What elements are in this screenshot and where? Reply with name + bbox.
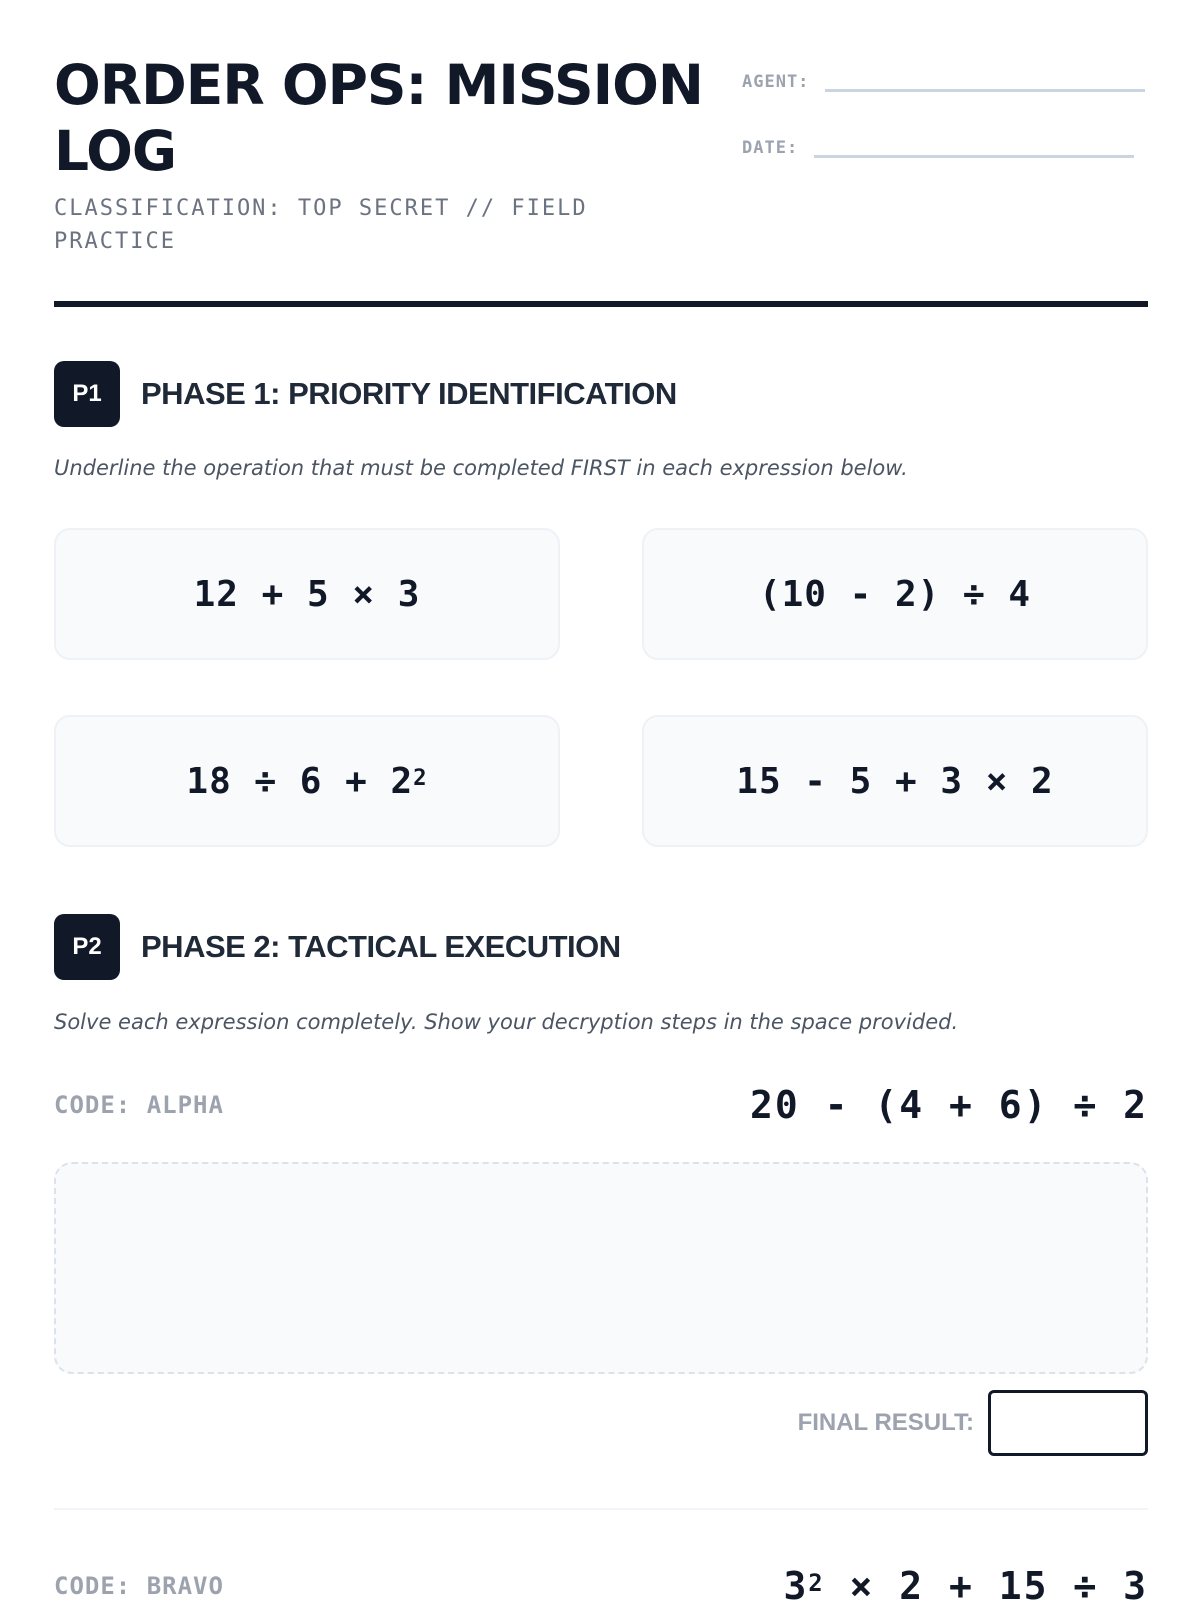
expression-text: 15 - 5 + 3 × 2 <box>736 760 1054 802</box>
agent-label: AGENT: <box>742 72 810 92</box>
phase1-instruction: Underline the operation that must be completed FIRST in each expression below. <box>54 456 908 480</box>
expression-exponent: 2 <box>808 1568 825 1597</box>
final-result-label: FINAL RESULT: <box>797 1409 974 1436</box>
expression-text: (10 - 2) ÷ 4 <box>758 573 1032 615</box>
expression-card[interactable] <box>54 528 560 660</box>
date-input-line[interactable] <box>814 132 1134 158</box>
date-field[interactable] <box>742 132 1134 158</box>
phase2-heading <box>54 914 621 980</box>
date-label: DATE: <box>742 138 799 158</box>
code-bravo-label: CODE: BRAVO <box>54 1572 224 1600</box>
expression-exponent: 2 <box>413 764 428 791</box>
page-title: ORDER OPS: MISSION LOG <box>54 53 703 183</box>
phase1-badge: P1 <box>54 361 120 427</box>
expression-card[interactable] <box>642 528 1148 660</box>
agent-field[interactable] <box>742 66 1145 92</box>
expression-base: 3 <box>783 1564 809 1600</box>
expression-base: 18 ÷ 6 + 2 <box>186 760 414 802</box>
code-alpha-label: CODE: ALPHA <box>54 1091 224 1119</box>
expression-text: 12 + 5 × 3 <box>193 573 421 615</box>
phase1-title: PHASE 1: PRIORITY IDENTIFICATION <box>141 376 677 411</box>
phase1-heading <box>54 361 677 427</box>
work-area[interactable] <box>54 1162 1148 1374</box>
final-result-row <box>798 1390 1148 1456</box>
code-bravo-expression <box>784 1564 1149 1600</box>
agent-input-line[interactable] <box>825 66 1145 92</box>
final-result-box[interactable] <box>988 1390 1148 1456</box>
expression-card[interactable] <box>642 715 1148 847</box>
expression-card[interactable] <box>54 715 560 847</box>
phase2-badge: P2 <box>54 914 120 980</box>
expression-text <box>186 761 427 802</box>
phase2-title: PHASE 2: TACTICAL EXECUTION <box>141 929 621 964</box>
phase2-instruction: Solve each expression completely. Show your decryption steps in the space provided. <box>54 1010 959 1034</box>
classification-label: CLASSIFICATION: TOP SECRET // FIELD PRACTICE <box>54 196 588 254</box>
problem-separator <box>54 1508 1148 1510</box>
expression-rest: × 2 + 15 ÷ 3 <box>824 1564 1148 1600</box>
header-divider <box>54 301 1148 307</box>
code-alpha-expression: 20 - (4 + 6) ÷ 2 <box>749 1083 1148 1127</box>
